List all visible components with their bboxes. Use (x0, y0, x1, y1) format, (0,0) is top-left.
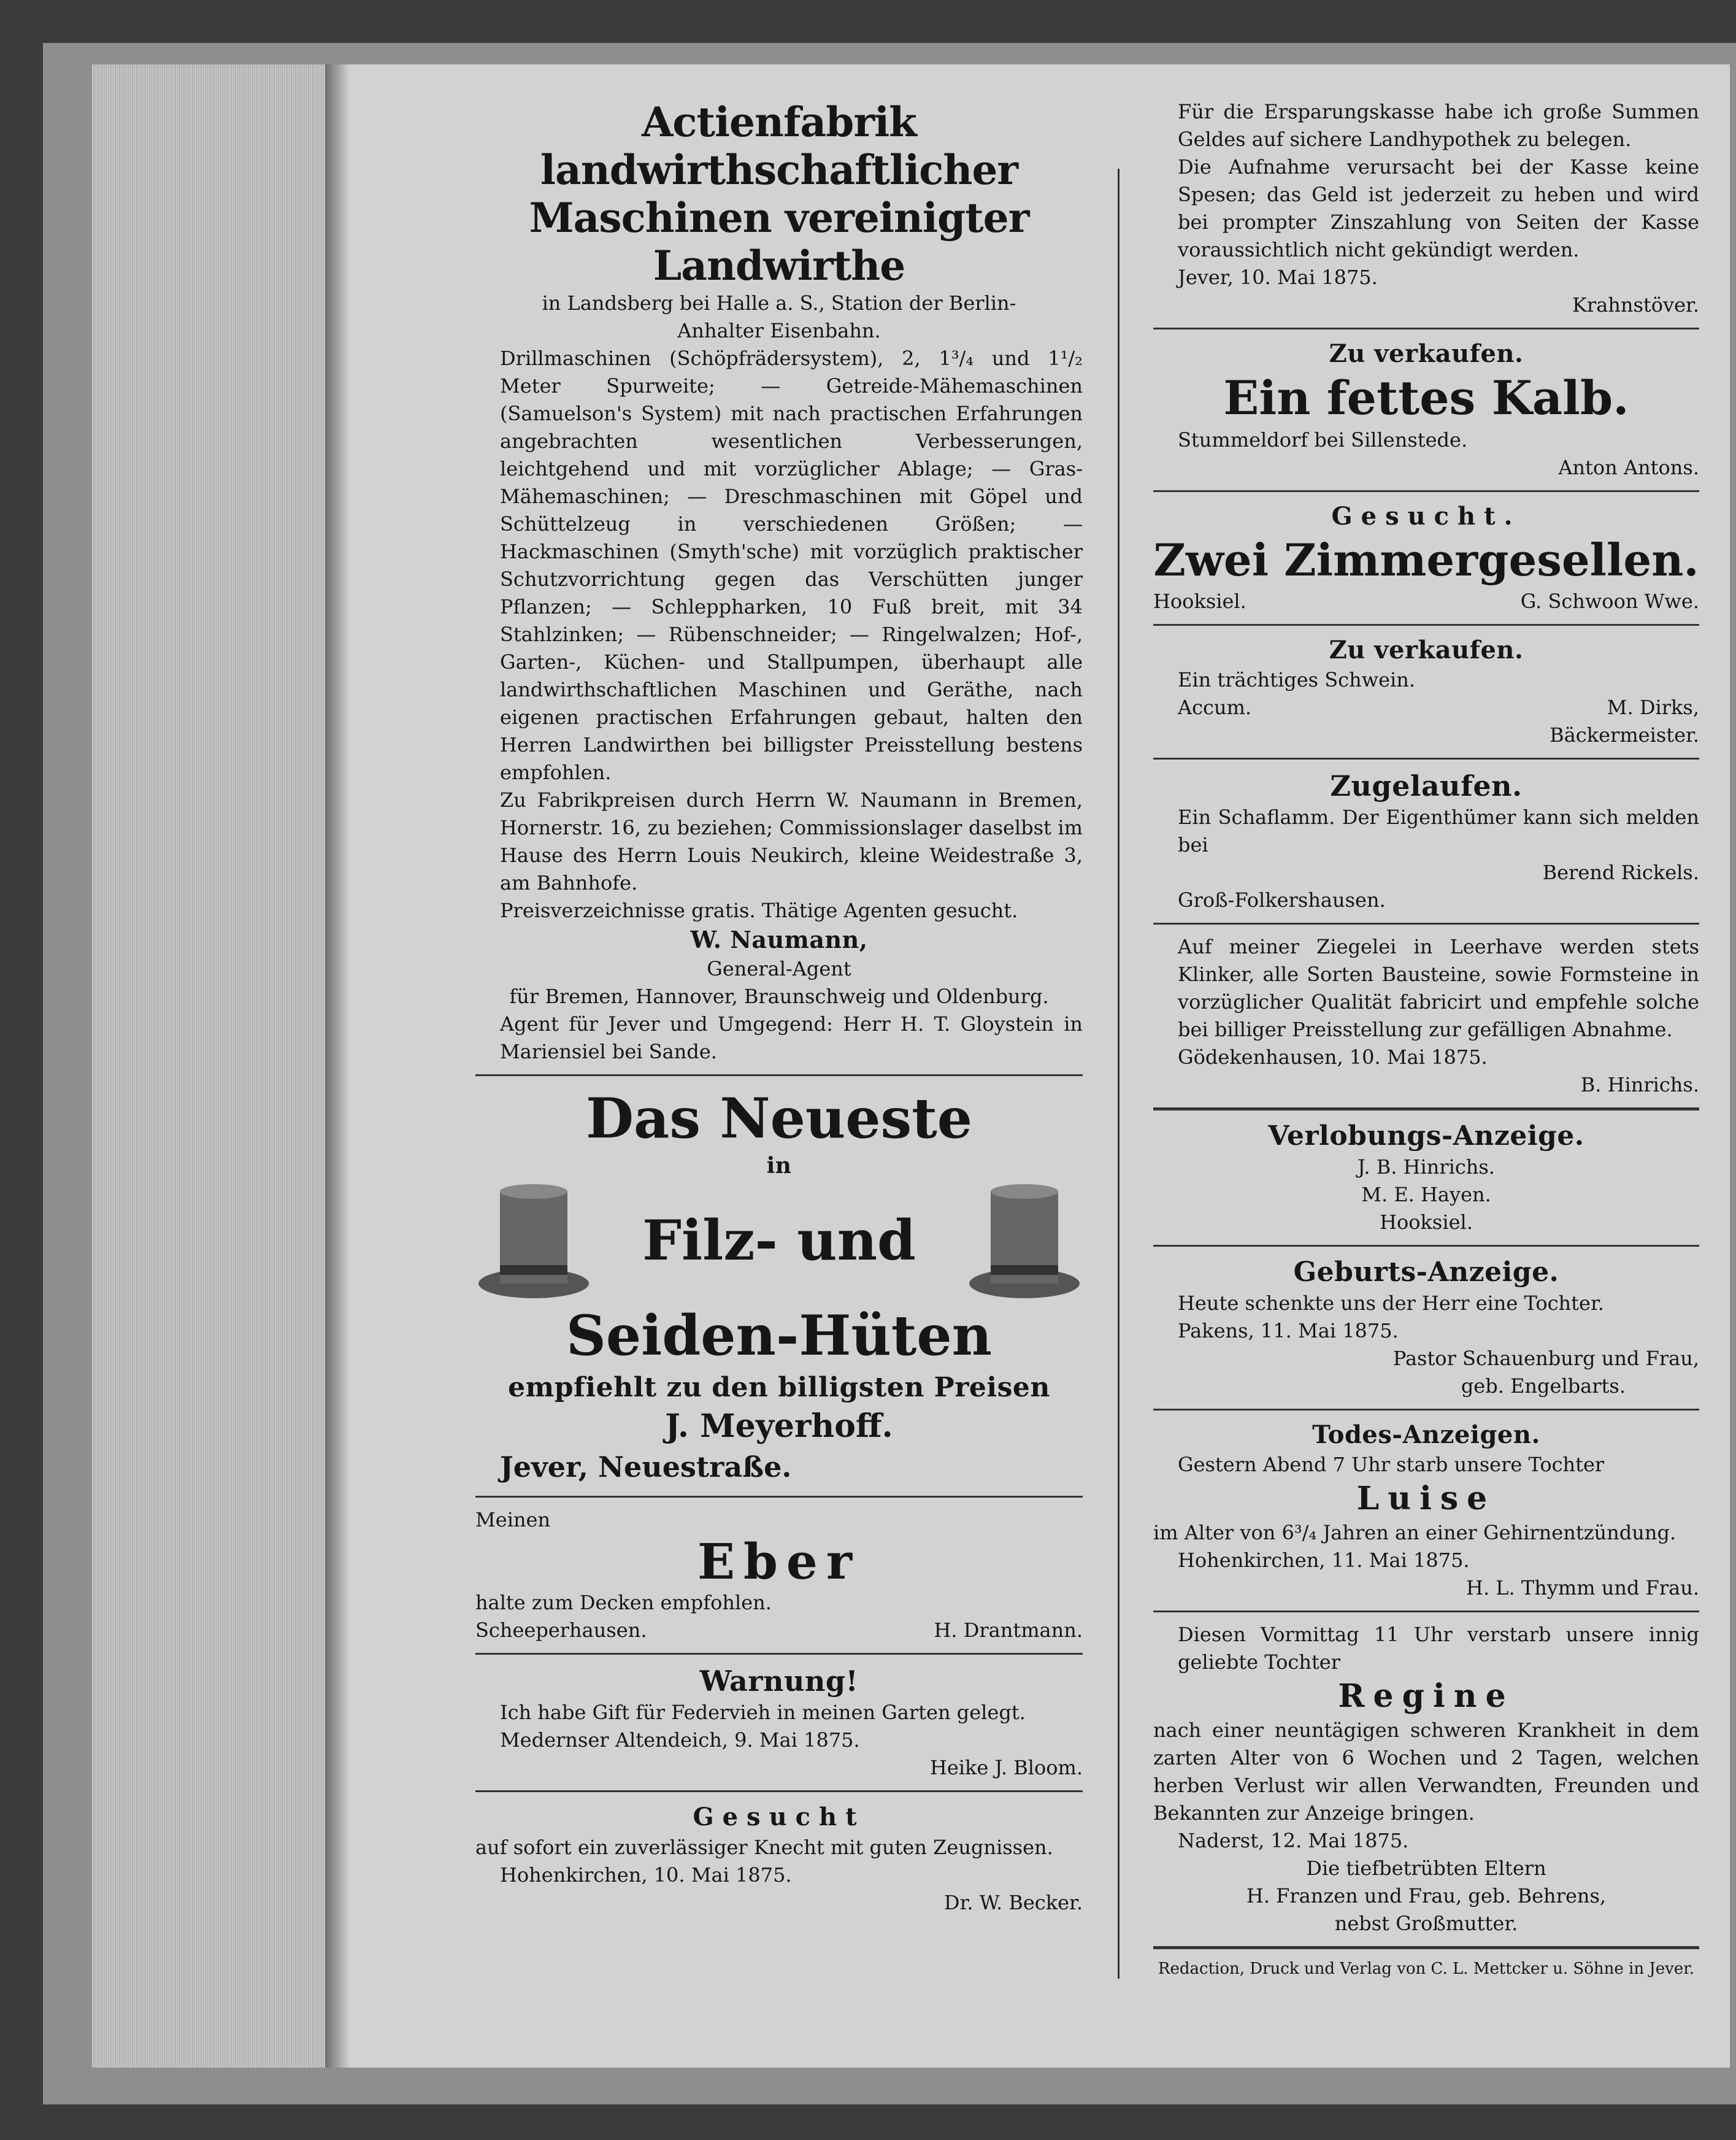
eber-text: halte zum Decken empfohlen. (475, 1591, 772, 1614)
ad-aktienfabrik (475, 98, 1083, 1066)
zimmer-signature (1153, 588, 1699, 615)
column-divider (1118, 169, 1120, 1979)
zugelaufen-name: Berend Rickels. (1542, 861, 1699, 884)
ad-kalb (1153, 338, 1699, 482)
gesucht-place: Hohenkirchen, 10. Mai 1875. (500, 1863, 792, 1887)
todes-head: Todes-Anzeigen. (1312, 1420, 1540, 1449)
ad-verlobung (1153, 1119, 1699, 1236)
imprint: Redaction, Druck und Verlag von C. L. Mettcker u. Söhne in Jever. (1158, 1960, 1695, 1978)
ad-eber (475, 1506, 1083, 1644)
ad-body-2: Zu Fabrikpreisen durch Herrn W. Naumann in Bremen, Hornerstr. 16, zu beziehen; Commissionslager daselbst im Hause des Herrn Louis Neukirch, kleine Weidestraße 3, am Bahnhofe. (500, 788, 1083, 895)
zimmer-name: G. Schwoon Wwe. (1520, 590, 1699, 613)
hats-seiden: Seiden-Hüten (566, 1303, 993, 1368)
ad-location: in Landsberg bei Halle a. S., Station der Berlin- (542, 291, 1016, 315)
spar-place: Jever, 10. Mai 1875. (1178, 266, 1378, 289)
zugelaufen-text: Ein Schaflamm. Der Eigenthümer kann sich melden bei (1178, 806, 1699, 856)
geburt-name2: geb. Engelbarts. (1461, 1374, 1626, 1398)
eber-name: H. Drantmann. (934, 1618, 1083, 1642)
todes-text4: nach einer neuntägigen schweren Krankheit in dem zarten Alter von 6 Wochen und 2 Tagen, welchen herben Verlust wir allen Verwandten, Freunden und Bekannten zur Anzeige bringen. (1153, 1719, 1699, 1825)
zugelaufen-head: Zugelaufen. (1330, 769, 1523, 802)
verlobung-name1: J. B. Hinrichs. (1358, 1155, 1495, 1179)
ad-signature-role: General-Agent (707, 957, 851, 980)
gesucht-name: Dr. W. Becker. (943, 1891, 1083, 1914)
ziegelei-name: B. Hinrichs. (1580, 1073, 1699, 1096)
rule (1153, 1245, 1699, 1247)
hats-row (475, 1179, 1083, 1302)
zimmer-head: Gesucht. (1331, 502, 1521, 531)
rule (475, 1496, 1083, 1498)
double-rule (1153, 1946, 1699, 1949)
ad-signature-area: für Bremen, Hannover, Braunschweig und Oldenburg. (509, 985, 1049, 1008)
verlobung-name2: M. E. Hayen. (1361, 1183, 1491, 1206)
ad-title-line1: Actienfabrik landwirthschaftlicher (540, 98, 1018, 194)
eber-signature (475, 1617, 1083, 1644)
ad-location-2: Anhalter Eisenbahn. (677, 319, 881, 342)
todes-place2: Naderst, 12. Mai 1875. (1178, 1829, 1409, 1852)
spar-text-2: Die Aufnahme verursacht bei der Kasse keine Spesen; das Geld ist jederzeit zu heben und wird bei prompter Zinszahlung von Seiten der Kasse voraussichtlich nicht gekündigt werden. (1178, 155, 1699, 261)
top-hat-icon (475, 1179, 592, 1302)
ad-gesucht (475, 1801, 1083, 1917)
hats-filz: Filz- und (642, 1208, 916, 1273)
geburt-text: Heute schenkte uns der Herr eine Tochter. (1178, 1291, 1604, 1315)
ad-zimmer (1153, 501, 1699, 615)
ad-body-3: Preisverzeichnisse gratis. Thätige Agenten gesucht. (500, 899, 1018, 922)
rule (1153, 490, 1699, 492)
rule (1153, 1409, 1699, 1411)
right-column (1153, 98, 1699, 1980)
left-column (475, 98, 1083, 1917)
todes-text3: Diesen Vormittag 11 Uhr verstarb unsere innig geliebte Tochter (1178, 1623, 1699, 1674)
gesucht-title: Gesucht (693, 1803, 866, 1831)
warnung-name: Heike J. Bloom. (929, 1756, 1083, 1779)
eber-place: Scheeperhausen. (475, 1618, 647, 1642)
hats-address: Jever, Neuestraße. (500, 1450, 792, 1484)
ad-ziegelei (1153, 933, 1699, 1099)
ziegelei-place: Gödekenhausen, 10. Mai 1875. (1178, 1045, 1488, 1069)
top-hat-icon (966, 1179, 1083, 1302)
rule (1153, 1611, 1699, 1612)
schwein-head: Zu verkaufen. (1329, 636, 1524, 664)
spar-name: Krahnstöver. (1572, 293, 1699, 317)
warnung-place: Medernser Altendeich, 9. Mai 1875. (500, 1728, 860, 1752)
ad-sparkasse (1153, 98, 1699, 319)
schwein-text: Ein trächtiges Schwein. (1178, 668, 1416, 691)
todes-sig2c: nebst Großmutter. (1334, 1912, 1518, 1935)
rule (1153, 624, 1699, 626)
kalb-name: Anton Antons. (1558, 456, 1699, 479)
ad-title-line2: Maschinen vereinigter Landwirthe (529, 194, 1029, 290)
ad-warnung (475, 1663, 1083, 1782)
todes-sig2b: H. Franzen und Frau, geb. Behrens, (1246, 1884, 1607, 1907)
todes-sig: H. L. Thymm und Frau. (1466, 1576, 1699, 1599)
ad-hats (475, 1085, 1083, 1487)
todes-text1: Gestern Abend 7 Uhr starb unsere Tochter (1178, 1453, 1605, 1476)
geburt-place: Pakens, 11. Mai 1875. (1178, 1319, 1399, 1342)
rule (475, 1790, 1083, 1792)
gesucht-text: auf sofort ein zuverlässiger Knecht mit guten Zeugnissen. (475, 1836, 1053, 1859)
rule (1153, 758, 1699, 760)
kalb-head: Zu verkaufen. (1329, 339, 1524, 368)
geburt-name: Pastor Schauenburg und Frau, (1392, 1347, 1699, 1370)
schwein-place: Accum. (1178, 696, 1252, 719)
warnung-text: Ich habe Gift für Federvieh in meinen Garten gelegt. (500, 1701, 1026, 1724)
eber-intro: Meinen (475, 1508, 551, 1531)
schwein-name: M. Dirks, (1607, 696, 1699, 719)
todes-place: Hohenkirchen, 11. Mai 1875. (1178, 1549, 1470, 1572)
zimmer-place: Hooksiel. (1153, 590, 1246, 613)
ziegelei-text: Auf meiner Ziegelei in Leerhave werden stets Klinker, alle Sorten Bausteine, sowie Formsteine in vorzüglicher Qualität fabricirt und empfehle solche bei billiger Preisstellung zur gefälligen Abnahme. (1178, 935, 1699, 1041)
rule (1153, 328, 1699, 329)
page-edges (92, 64, 337, 2068)
hats-recommend: empfiehlt zu den billigsten Preisen (508, 1372, 1050, 1403)
spar-text: Für die Ersparungskasse habe ich große Summen Geldes auf sichere Landhypothek zu belegen. (1178, 100, 1699, 151)
warnung-title: Warnung! (699, 1665, 859, 1698)
ad-geburt (1153, 1255, 1699, 1400)
todes-name-regine: Regine (1338, 1677, 1515, 1715)
rule (1153, 923, 1699, 925)
zimmer-big: Zwei Zimmergesellen. (1153, 534, 1699, 586)
ad-zugelaufen (1153, 768, 1699, 914)
page-gutter (325, 64, 350, 2068)
ad-body: Drillmaschinen (Schöpfrädersystem), 2, 1³/₄ und 1¹/₂ Meter Spurweite; — Getreide-Mähemaschinen (Samuelson's System) mit nach practischen Erfahrungen angebrachten wesentlichen Verbesserungen, leichtgehend und mit vorzüglicher Ablage; — Gras-Mähemaschinen; — Dreschmaschinen mit Göpel und Schüttelzeug in verschiedenen Größen; — Hackmaschinen (Smyth'sche) mit vorzüglich praktischer Schutzvorrichtung gegen das Verschütten junger Pflanzen; — Schleppharken, 10 Fuß breit, mit 34 Stahlzinken; — Rübenschneider; — Ringelwalzen; Hof-, Garten-, Küchen- und Stallpumpen, überhaupt alle landwirthschaftlichen Maschinen und Geräthe, nach eigenen practischen Erfahrungen gebaut, halten den Herren Landwirthen bei billigster Preisstellung bestens empfohlen. (500, 347, 1083, 784)
hats-in: in (766, 1153, 792, 1179)
verlobung-place: Hooksiel. (1380, 1210, 1473, 1234)
hats-merchant: J. Meyerhoff. (665, 1407, 893, 1445)
geburt-head: Geburts-Anzeige. (1293, 1257, 1559, 1288)
rule (475, 1653, 1083, 1655)
verlobung-head: Verlobungs-Anzeige. (1268, 1120, 1584, 1152)
schwein-signature (1153, 694, 1699, 722)
schwein-role: Bäckermeister. (1550, 723, 1699, 747)
kalb-big: Ein fettes Kalb. (1223, 371, 1629, 425)
ad-agent: Agent für Jever und Umgegend: Herr H. T. Gloystein in Mariensiel bei Sande. (500, 1012, 1083, 1063)
hats-headline: Das Neueste (585, 1086, 973, 1151)
todes-text2: im Alter von 6³/₄ Jahren an einer Gehirnentzündung. (1153, 1521, 1676, 1544)
kalb-place: Stummeldorf bei Sillenstede. (1178, 428, 1468, 452)
ad-todes (1153, 1419, 1699, 1938)
todes-sig2a: Die tiefbetrübten Eltern (1306, 1857, 1546, 1880)
ad-schwein (1153, 634, 1699, 749)
double-rule (1153, 1107, 1699, 1110)
rule (475, 1074, 1083, 1076)
todes-name-luise: Luise (1356, 1480, 1496, 1517)
eber-word: Eber (697, 1533, 861, 1590)
zugelaufen-place: Groß-Folkershausen. (1178, 888, 1386, 912)
ad-signature-name: W. Naumann, (690, 926, 868, 953)
